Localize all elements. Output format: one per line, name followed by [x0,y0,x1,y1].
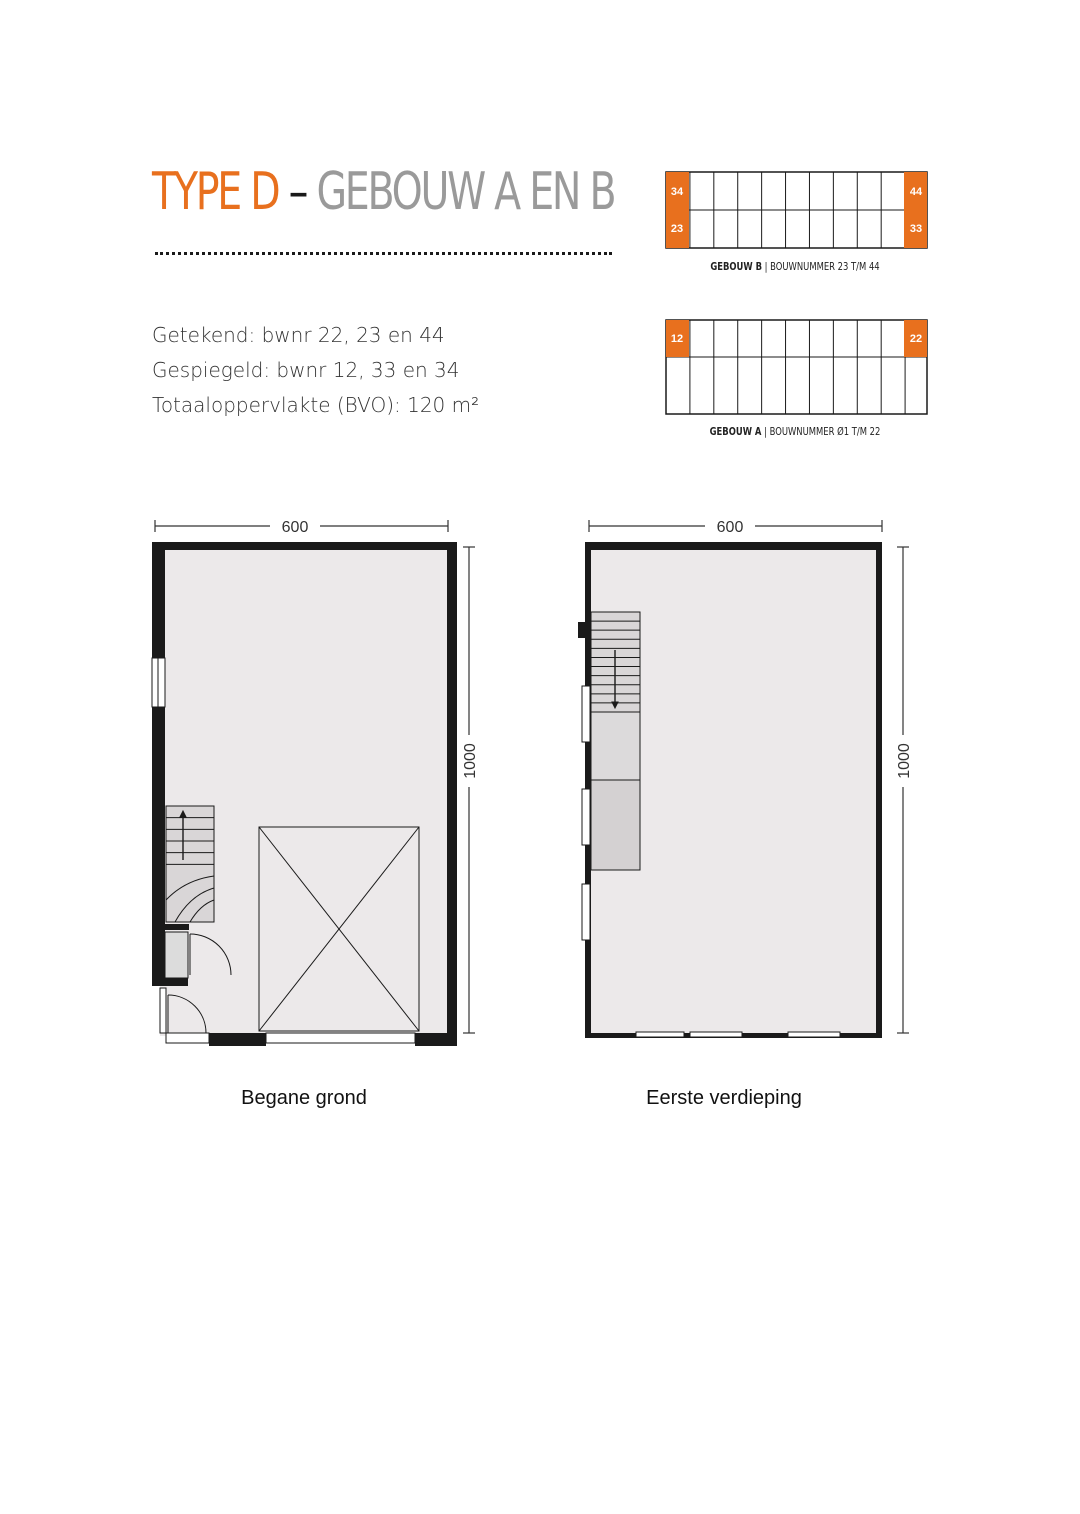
keyplan-a-label-rest: | BOUWNUMMER Ø1 T/M 22 [761,425,881,438]
title-dash: – [288,162,307,222]
dimension-width-label: 600 [716,519,744,536]
info-drawn: Getekend: bwnr 22, 23 en 44 [152,323,445,347]
unit-label-23: 23 [670,223,684,235]
unit-label-12: 12 [670,333,684,345]
keyplan-a-label-bold: GEBOUW A [709,425,762,438]
title-type: TYPE D [152,162,279,222]
unit-label-34: 34 [670,186,684,198]
windows-front [636,1032,840,1037]
dimension-depth-label: 1000 [896,743,913,779]
caption-first: Eerste verdieping [646,1087,802,1109]
dimension-width-label: 600 [281,519,309,536]
unit-label-22: 22 [909,333,923,345]
dimension-depth [897,547,909,1033]
dimension-depth-label: 1000 [462,743,479,779]
unit-label-44: 44 [909,186,923,198]
info-area: Totaaloppervlakte (BVO): 120 m² [152,393,480,417]
info-mirrored: Gespiegeld: bwnr 12, 33 en 34 [152,358,460,382]
keyplan-b-label-bold: GEBOUW B [710,260,762,273]
title-building: GEBOUW A EN B [316,162,615,222]
caption-ground: Begane grond [241,1087,367,1109]
windows-left [582,686,590,940]
keyplan-b-label-rest: | BOUWNUMMER 23 T/M 44 [761,260,880,273]
unit-label-33: 33 [909,223,923,235]
staircase [591,612,640,712]
void-landing [591,712,640,870]
